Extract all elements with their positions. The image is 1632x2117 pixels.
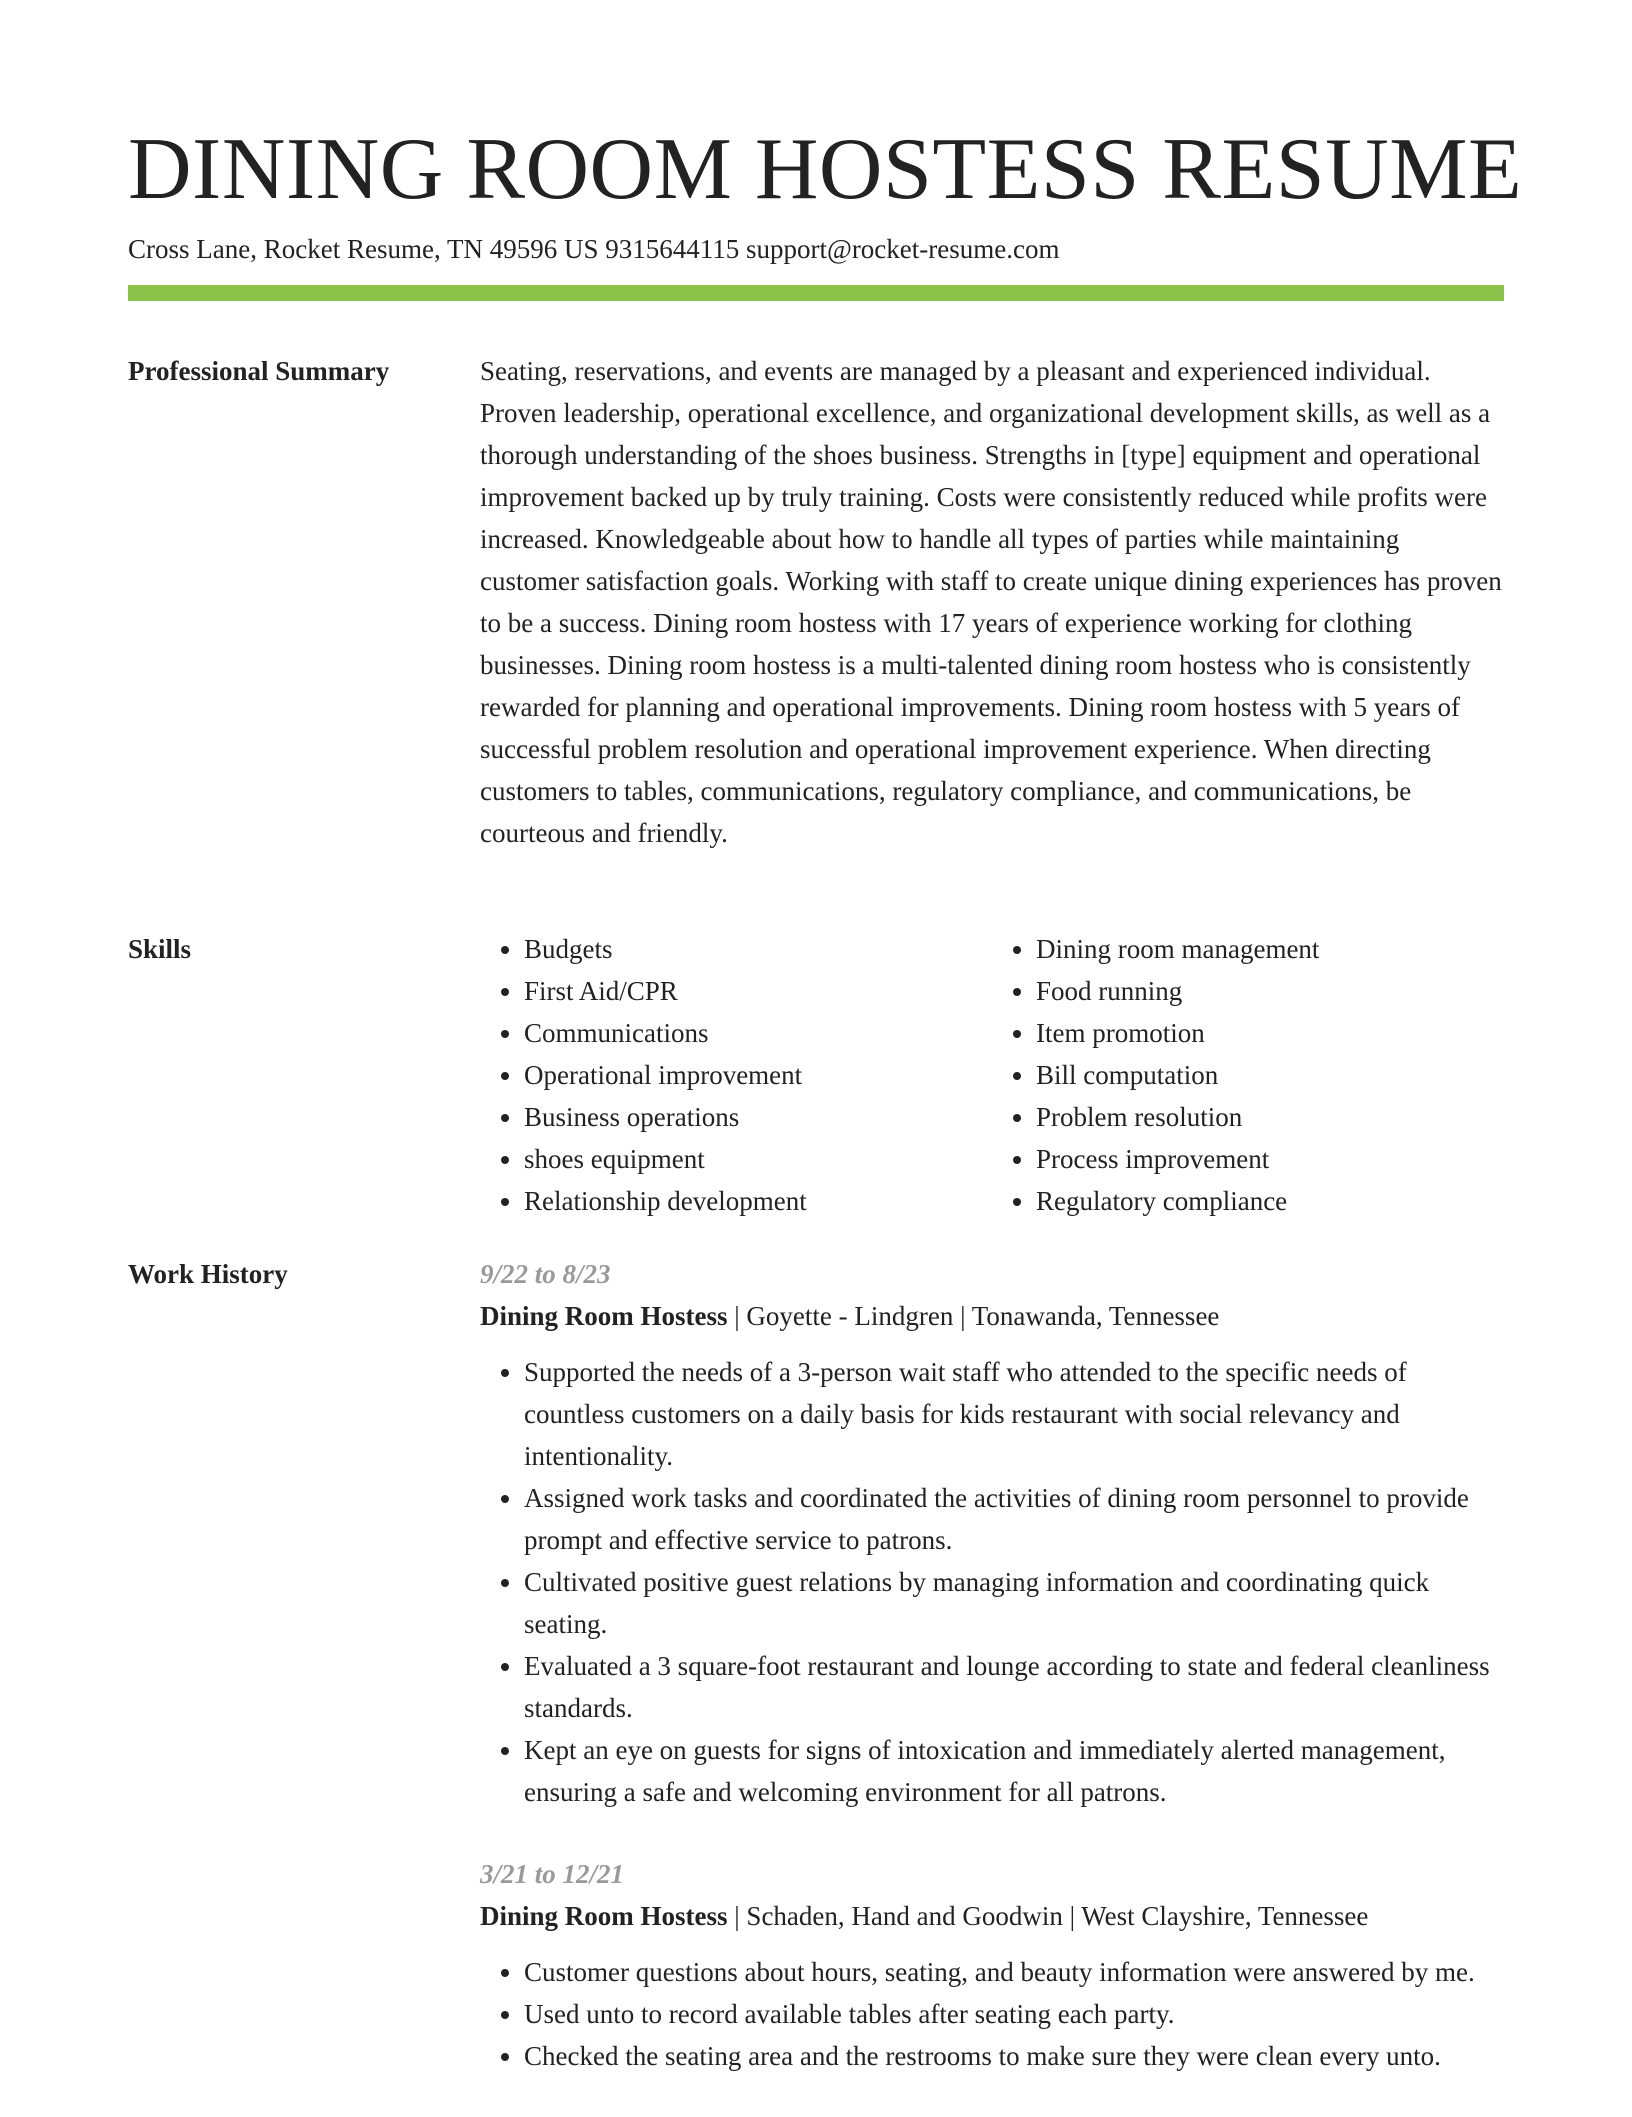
job-bullet: • Customer questions about hours, seating, and beauty information were answered by me. [524, 1951, 1504, 1993]
job-entry [480, 1853, 1504, 2077]
job-employer-location: | Schaden, Hand and Goodwin | West Clayshire, Tennessee [727, 1901, 1369, 1931]
skill-item: • Relationship development [524, 1180, 992, 1222]
summary-text: Seating, reservations, and events are managed by a pleasant and experienced individual. Proven leadership, operational excellence, and organizational development skills, as well as a thorough understanding of the shoes business. Strengths in [type] equipment and operational improvement backed up by truly training. Costs were consistently reduced while profits were increased. Knowledgeable about how to handle all types of parties while maintaining customer satisfaction goals. Working with staff to create unique dining experiences has proven to be a success. Dining room hostess with 17 years of experience working for clothing businesses. Dining room hostess is a multi-talented dining room hostess who is consistently rewarded for planning and operational improvements. Dining room hostess with 5 years of successful problem resolution and operational improvement experience. When directing customers to tables, communications, regulatory compliance, and communications, be courteous and friendly. [480, 356, 1502, 848]
skill-item: • Bill computation [1036, 1054, 1504, 1096]
job-bullet: • Assigned work tasks and coordinated the activities of dining room personnel to provide prompt and effective service to patrons. [524, 1477, 1504, 1561]
job-employer-location: | Goyette - Lindgren | Tonawanda, Tennessee [727, 1301, 1220, 1331]
skill-item: • Process improvement [1036, 1138, 1504, 1180]
skill-item: • Business operations [524, 1096, 992, 1138]
skills-left-list [480, 928, 992, 1222]
skill-item: • shoes equipment [524, 1138, 992, 1180]
job-bullet: • Supported the needs of a 3-person wait staff who attended to the specific needs of countless customers on a daily basis for kids restaurant with social relevancy and intentionality. [524, 1351, 1504, 1477]
job-dates: 9/22 to 8/23 [480, 1259, 611, 1289]
job-bullets [480, 1351, 1504, 1813]
job-entry [480, 1253, 1504, 1813]
accent-divider [128, 285, 1504, 301]
skills-heading: Skills [128, 934, 192, 964]
job-bullet: • Cultivated positive guest relations by managing information and coordinating quick seating. [524, 1561, 1504, 1645]
skills-right-list [992, 928, 1504, 1222]
job-bullet: • Used unto to record available tables after seating each party. [524, 1993, 1504, 2035]
skill-item: • Dining room management [1036, 928, 1504, 970]
summary-body [480, 350, 1504, 854]
skill-item: • Item promotion [1036, 1012, 1504, 1054]
skill-item: • Operational improvement [524, 1054, 992, 1096]
summary-heading: Professional Summary [128, 356, 390, 386]
skill-item: • Regulatory compliance [1036, 1180, 1504, 1222]
job-dates: 3/21 to 12/21 [480, 1859, 625, 1889]
job-heading [480, 1295, 1504, 1337]
skill-item: • First Aid/CPR [524, 970, 992, 1012]
job-bullet: • Kept an eye on guests for signs of intoxication and immediately alerted management, ensuring a safe and welcoming environment for all patrons. [524, 1729, 1504, 1813]
job-heading [480, 1895, 1504, 1937]
contact-line: Cross Lane, Rocket Resume, TN 49596 US 9315644115 support@rocket-resume.com [128, 234, 1060, 264]
job-bullet: • Checked the seating area and the restrooms to make sure they were clean every unto. [524, 2035, 1504, 2077]
skill-item: • Budgets [524, 928, 992, 970]
skill-item: • Problem resolution [1036, 1096, 1504, 1138]
work-history-body [480, 1253, 1504, 2117]
skill-item: • Communications [524, 1012, 992, 1054]
skill-item: • Food running [1036, 970, 1504, 1012]
skills-columns [480, 928, 1504, 1222]
job-bullets [480, 1951, 1504, 2077]
work-history-heading: Work History [128, 1259, 288, 1289]
resume-title: DINING ROOM HOSTESS RESUME [128, 121, 1523, 218]
job-bullet: • Evaluated a 3 square-foot restaurant and lounge according to state and federal cleanliness standards. [524, 1645, 1504, 1729]
job-title: Dining Room Hostess [480, 1901, 728, 1931]
skills-body [480, 928, 1504, 1222]
job-title: Dining Room Hostess [480, 1301, 728, 1331]
